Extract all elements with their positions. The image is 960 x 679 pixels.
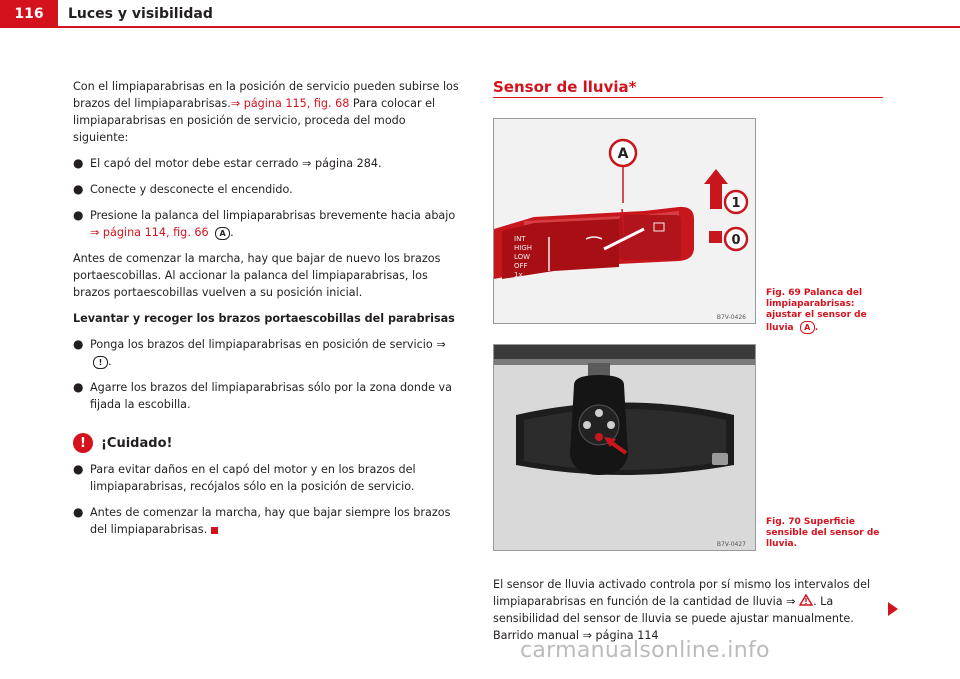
- figure-code: B7V-0427: [716, 541, 746, 548]
- rain-sensor-illustration: [494, 345, 755, 550]
- lever-label: HIGH: [514, 244, 533, 252]
- watermark: carmanualsonline.info: [520, 638, 770, 663]
- caution-icon: !: [73, 433, 93, 453]
- page-link-114[interactable]: ⇒ página 114, fig. 66: [90, 226, 209, 239]
- paragraph: Antes de comenzar la marcha, hay que bajar de nuevo los brazos portaescobillas. Al accionar la palanca del limpiaparabrisas, los brazos portaescobillas vuelven a su posición inicial.: [73, 252, 441, 299]
- rain-sensor-paragraph: El sensor de lluvia activado controla por sí mismo los intervalos del limpiaparabrisas en función de la cantidad de lluvia ⇒ . La sensibilidad del sensor de lluvia se puede ajustar manualmente. Barrido manual ⇒ página 114: [493, 578, 871, 642]
- lever-label: 1x: [514, 271, 523, 279]
- list-item: ● Conecte y desconecte el encendido.: [73, 182, 293, 196]
- lever-label: INT: [514, 235, 526, 243]
- intro-paragraph: Con el limpiaparabrisas en la posición de servicio pueden subirse los brazos del limpiaparabrisas.⇒ página 115, fig. 68 Para colocar el limpiaparabrisas en posición de servicio, proceda del modo siguiente:: [73, 80, 459, 144]
- chapter-title: Luces y visibilidad: [68, 6, 213, 22]
- figure-wiper-lever: [493, 118, 756, 324]
- wiper-lever-illustration: [494, 119, 755, 323]
- caution-box: [73, 433, 463, 538]
- figure-rain-sensor: [493, 344, 756, 551]
- callout-0-label: 0: [731, 233, 741, 248]
- lever-label: LOW: [514, 253, 531, 261]
- caution-ref-icon: !: [93, 356, 108, 369]
- page-link-115[interactable]: ⇒ página 115, fig. 68: [230, 97, 350, 110]
- callout-badge-a: A: [800, 321, 815, 334]
- list-item: ● Para evitar daños en el capó del motor y en los brazos del limpiaparabrisas, recójalos sólo en la posición de servicio.: [73, 462, 416, 493]
- left-column: [73, 78, 463, 547]
- lever-label: OFF: [514, 262, 528, 270]
- subheading: Levantar y recoger los brazos portaescobillas del parabrisas: [73, 312, 455, 325]
- position-0-marker: [709, 231, 722, 243]
- figure-code: B7V-0426: [716, 314, 746, 321]
- figure-caption-69: Fig. 69 Palanca del limpiaparabrisas: ajustar el sensor de lluvia A .: [766, 288, 867, 333]
- list-item: ● Ponga los brazos del limpiaparabrisas en posición de servicio ⇒ ! .: [73, 337, 446, 368]
- list-item: ● El capó del motor debe estar cerrado ⇒ página 284.: [73, 156, 382, 170]
- caution-title: ¡Cuidado!: [101, 435, 173, 451]
- callout-1-label: 1: [731, 196, 741, 211]
- list-item: ● Presione la palanca del limpiaparabrisas brevemente hacia abajo ⇒ página 114, fig. 66 A .: [73, 208, 456, 239]
- page-number: 116: [0, 0, 58, 28]
- callout-badge-a: A: [215, 227, 230, 240]
- section-rule: [493, 97, 883, 98]
- next-page-arrow-icon[interactable]: [888, 602, 898, 616]
- list-item: ● Antes de comenzar la marcha, hay que bajar siempre los brazos del limpiaparabrisas.: [73, 505, 451, 536]
- end-mark-icon: [211, 527, 218, 534]
- callout-a-label: A: [617, 146, 629, 162]
- figure-caption-70: Fig. 70 Superficie sensible del sensor de lluvia.: [766, 517, 880, 549]
- section-title: Sensor de lluvia*: [493, 78, 637, 96]
- warning-triangle-icon: [799, 594, 813, 606]
- list-item: ● Agarre los brazos del limpiaparabrisas sólo por la zona donde va fijada la escobilla.: [73, 380, 452, 411]
- header-rule: [58, 26, 960, 28]
